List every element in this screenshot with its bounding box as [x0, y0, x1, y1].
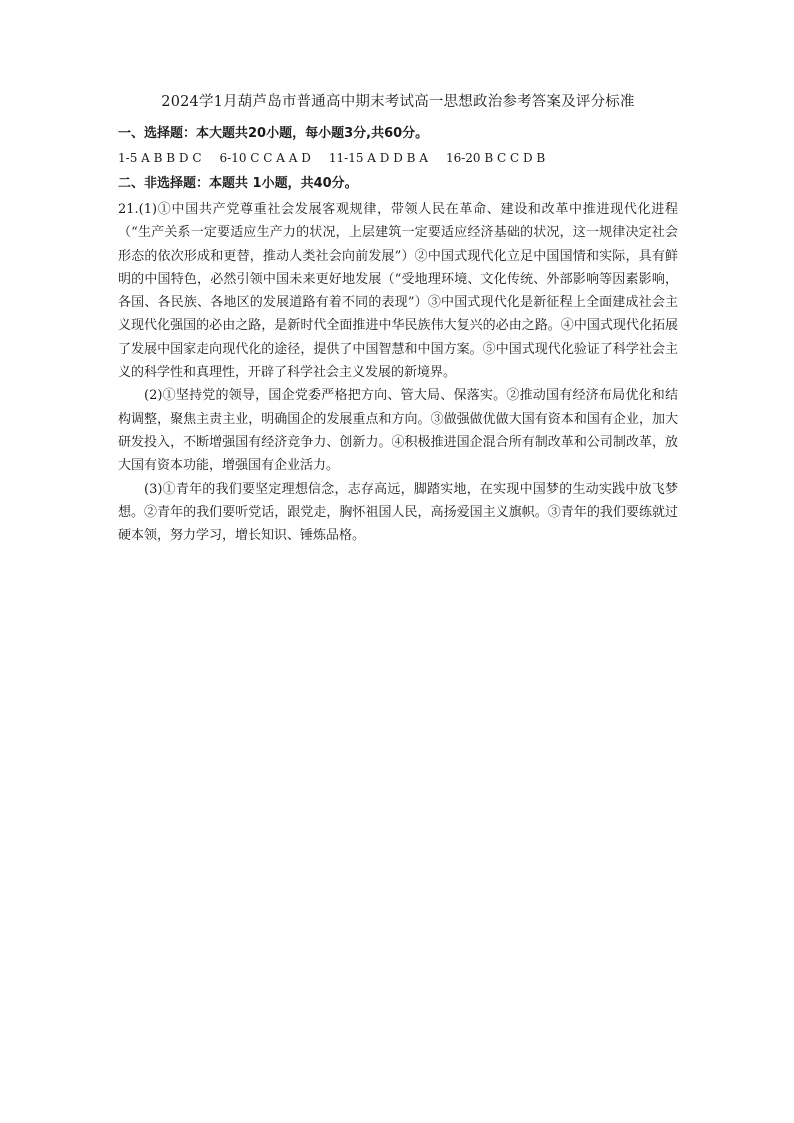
section2-heading: 二、非选择题：本题共 1小题，共40分。	[118, 176, 358, 191]
answer-group: 16-20 B C C D B	[445, 151, 546, 165]
q21-part3: (3)①青年的我们要坚定理想信念，志存高远，脚踏实地，在实现中国梦的生动实践中放飞梦想。②青年的我们要听党话，跟党走，胸怀祖国人民，高扬爱国主义旗帜。③青年的我们要练就过硬本领，努力学习，增长知识、锤炼品格。	[118, 481, 678, 544]
answer-group: 1-5 A B B D C	[118, 151, 202, 165]
q21-part2: (2)①坚持党的领导，国企党委严格把方向、管大局、保落实。②推动国有经济布局优化和结构调整，聚焦主责主业，明确国企的发展重点和方向。③做强做优做大国有资本和国有企业，加大研发投入，不断增强国有经济竞争力、创新力。④积极推进国企混合所有制改革和公司制改革，放大国有资本功能，增强国有企业活力。	[118, 388, 678, 474]
answer-group: 11-15 A D D B A	[328, 151, 428, 165]
answer-sheet	[118, 92, 678, 547]
document-title: 2024学1月葫芦岛市普通高中期末考试高一思想政治参考答案及评分标准	[161, 94, 635, 110]
choice-answers	[118, 148, 678, 168]
q21-part1: 21.(1)①中国共产党尊重社会发展客观规律，带领人民在革命、建设和改革中推进现代化进程（“生产关系一定要适应生产力的状况，上层建筑一定要适应经济基础的状况，这一规律决定社会形态的依次形成和更替，推动人类社会向前发展”）②中国式现代化立足中国国情和实际，具有鲜明的中国特色，必然引领中国未来更好地发展（“受地理环境、文化传统、外部影响等因素影响，各国、各民族、各地区的发展道路有着不同的表现”）③中国式现代化是新征程上全面建成社会主义现代化强国的必由之路，是新时代全面推进中华民族伟大复兴的必由之路。④中国式现代化拓展了发展中国家走向现代化的途径，提供了中国智慧和中国方案。⑤中国式现代化验证了科学社会主义的科学性和真理性，开辟了科学社会主义发展的新境界。	[118, 202, 678, 381]
answer-group: 6-10 C C A A D	[219, 151, 311, 165]
section1-heading: 一、选择题：本大题共20小题，每小题3分,共60分。	[118, 126, 429, 141]
